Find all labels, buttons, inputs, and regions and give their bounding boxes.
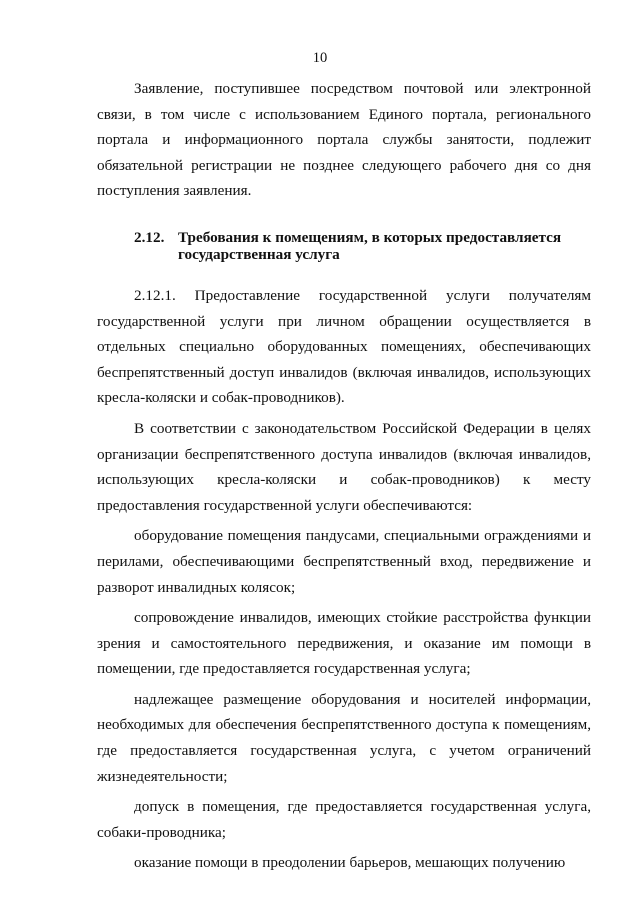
section-title-line1: Требования к помещениям, в которых предоставляется xyxy=(178,228,562,246)
page-number: 10 xyxy=(312,50,328,66)
document-body xyxy=(97,76,591,881)
list-item-escort: сопровождение инвалидов, имеющих стойкие расстройства функции зрения и самостоятельного передвижения, и оказание им помощи в помещении, где предоставляется государственная услуга; xyxy=(97,609,591,678)
paragraph-registration: Заявление, поступившее посредством почтовой или электронной связи, в том числе с использованием Единого портала, регионального портала и информационного портала службы занятости, подлежит обязательной регистрации не позднее следующего рабочего дня со дня поступления заявления. xyxy=(97,80,591,200)
section-heading xyxy=(97,229,591,263)
section-title-line2: государственная услуга xyxy=(178,245,340,263)
list-item-equipment-placement: надлежащее размещение оборудования и носителей информации, необходимых для обеспечения беспрепятственного доступа к помещениям, где предоставляется государственная услуга, с учетом ограничений жизнедеятельности; xyxy=(97,690,591,785)
list-item-ramps: оборудование помещения пандусами, специальными ограждениями и перилами, обеспечивающими беспрепятственный вход, передвижение и разворот инвалидных колясок; xyxy=(97,527,591,596)
list-item-barrier-help: оказание помощи в преодолении барьеров, мешающих получению xyxy=(134,854,566,872)
paragraph-accessibility-intro: В соответствии с законодательством Российской Федерации в целях организации беспрепятственного доступа инвалидов (включая инвалидов, использующих кресла-коляски и собак-проводников) к месту предоставления государственной услуги обеспечиваются: xyxy=(97,419,591,514)
section-number: 2.12. xyxy=(134,228,165,246)
list-item-guide-dog: допуск в помещения, где предоставляется государственная услуга, собаки-проводника; xyxy=(97,798,591,841)
paragraph-2-12-1: 2.12.1. Предоставление государственной услуги получателям государственной услуги при личном обращении осуществляется в отдельных специально оборудованных помещениях, обеспечивающих беспрепятственный доступ инвалидов (включая инвалидов, использующих кресла-коляски и собак-проводников). xyxy=(97,286,591,407)
